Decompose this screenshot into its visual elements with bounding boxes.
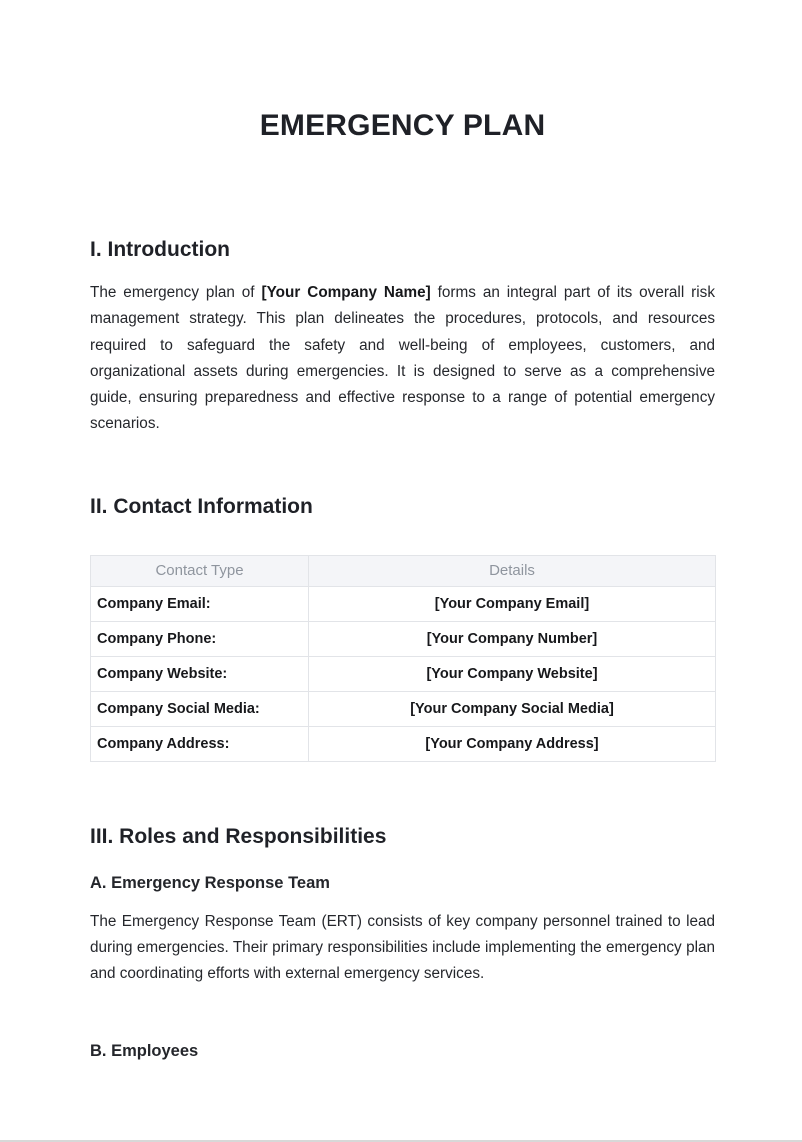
emergency-response-team-paragraph: The Emergency Response Team (ERT) consists of key company personnel trained to lead during emergencies. Their primary responsibilities include implementing the emergency plan and coordinating efforts with external emergency services. <box>90 912 715 983</box>
table-row <box>91 726 716 761</box>
subsection-heading-employees: B. Employees <box>90 1041 199 1060</box>
contact-table-header-details: Details <box>309 555 716 586</box>
contact-table-header-type: Contact Type <box>91 555 309 586</box>
contact-type-cell: Company Phone: <box>91 621 309 656</box>
subsection-heading-emergency-response-team: A. Emergency Response Team <box>90 873 330 892</box>
introduction-text-before: The emergency plan of <box>90 284 262 301</box>
section-heading-contact-information: II. Contact Information <box>90 494 313 518</box>
contact-detail-cell: [Your Company Address] <box>309 726 716 761</box>
table-row <box>91 656 716 691</box>
section-heading-roles-responsibilities: III. Roles and Responsibilities <box>90 824 387 848</box>
introduction-text-after: forms an integral part of its overall risk management strategy. This plan delineates the procedures, protocols, and resources required to safeguard the safety and well-being of employees, customers, and organizational assets during emergencies. It is designed to serve as a comprehensive guide, ensuring preparedness and effective response to a range of potential emergency scenarios. <box>90 284 715 433</box>
contact-table-head <box>91 555 716 586</box>
contact-table-header-row <box>91 555 716 586</box>
contact-type-cell: Company Social Media: <box>91 691 309 726</box>
contact-type-cell: Company Email: <box>91 586 309 621</box>
table-row <box>91 621 716 656</box>
contact-table-body <box>91 586 716 761</box>
company-name-placeholder: [Your Company Name] <box>261 284 431 301</box>
table-row <box>91 586 716 621</box>
contact-detail-cell: [Your Company Number] <box>309 621 716 656</box>
document-title: EMERGENCY PLAN <box>259 109 546 142</box>
section-heading-introduction: I. Introduction <box>90 238 230 261</box>
contact-detail-cell: [Your Company Website] <box>309 656 716 691</box>
contact-type-cell: Company Website: <box>91 656 309 691</box>
contact-type-cell: Company Address: <box>91 726 309 761</box>
introduction-paragraph <box>90 280 715 438</box>
contact-detail-cell: [Your Company Social Media] <box>309 691 716 726</box>
table-row <box>91 691 716 726</box>
contact-table <box>90 555 716 762</box>
contact-detail-cell: [Your Company Email] <box>309 586 716 621</box>
